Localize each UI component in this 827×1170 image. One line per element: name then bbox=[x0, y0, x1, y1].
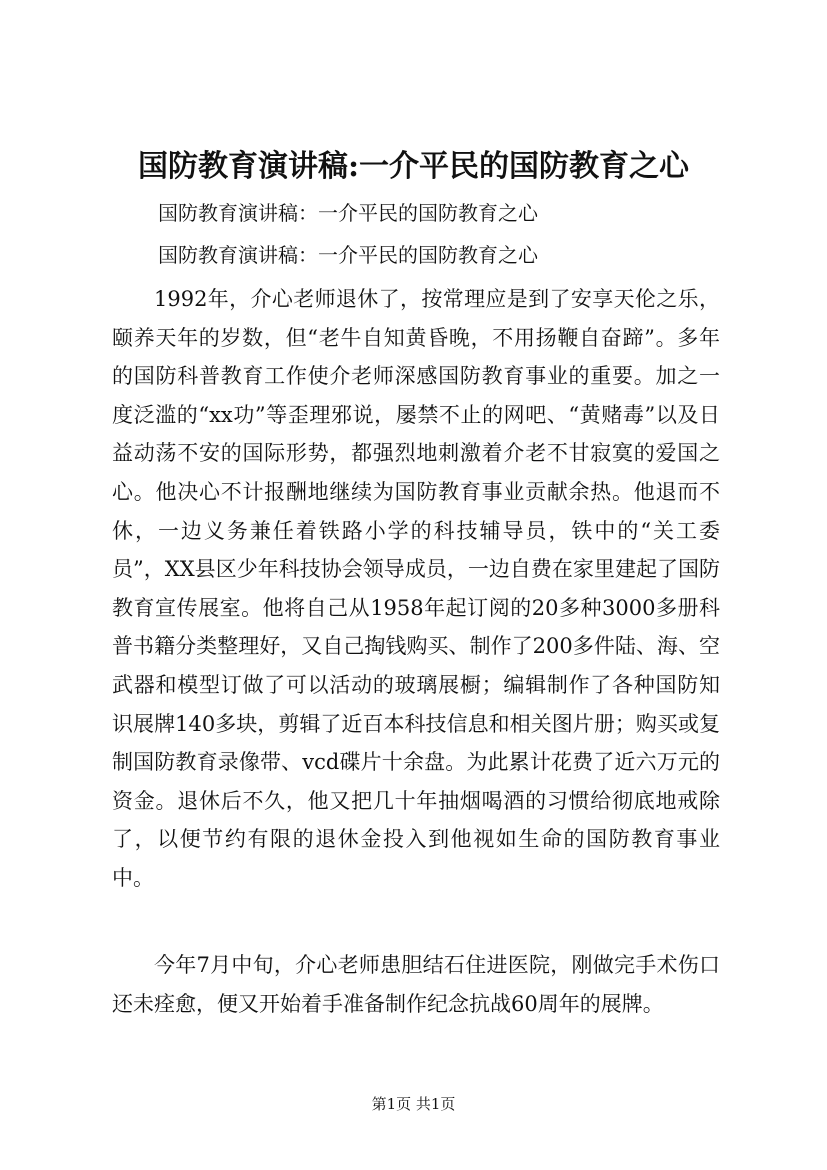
document-subtitle-1: 国防教育演讲稿：一介平民的国防教育之心 bbox=[158, 201, 538, 225]
body-paragraph-1: 1992年，介心老师退休了，按常理应是到了安享天伦之乐，颐养天年的岁数，但“老牛自知黄昏晚，不用扬鞭自奋蹄”。多年的国防科普教育工作使介老师深感国防教育事业的重要。加之一度泛滥的“xx功”等歪理邪说，屡禁不止的网吧、“黄赌毒”以及日益动荡不安的国际形势，都强烈地刺激着介老不甘寂寞的爱国之心。他决心不计报酬地继续为国防教育事业贡献余热。他退而不休，一边义务兼任着铁路小学的科技辅导员，铁中的“关工委员”，XX县区少年科技协会领导成员，一边自费在家里建起了国防教育宣传展室。他将自己从1958年起订阅的20多种3000多册科普书籍分类整理好，又自己掏钱购买、制作了200多件陆、海、空武器和模型订做了可以活动的玻璃展橱；编辑制作了各种国防知识展牌140多块，剪辑了近百本科技信息和相关图片册；购买或复制国防教育录像带、vcd碟片十余盘。为此累计花费了近六万元的资金。退休后不久，他又把几十年抽烟喝酒的习惯给彻底地戒除了，以便节约有限的退休金投入到他视如生命的国防教育事业中。 bbox=[112, 287, 720, 890]
document-title: 国防教育演讲稿:一介平民的国防教育之心 bbox=[137, 149, 690, 184]
document-subtitle-2: 国防教育演讲稿：一介平民的国防教育之心 bbox=[158, 243, 538, 267]
body-paragraph-2: 今年7月中旬，介心老师患胆结石住进医院，刚做完手术伤口还未痊愈，便又开始着手准备制作纪念抗战60周年的展牌。 bbox=[112, 953, 720, 1016]
page-footer: 第1页 共1页 bbox=[371, 1095, 456, 1113]
